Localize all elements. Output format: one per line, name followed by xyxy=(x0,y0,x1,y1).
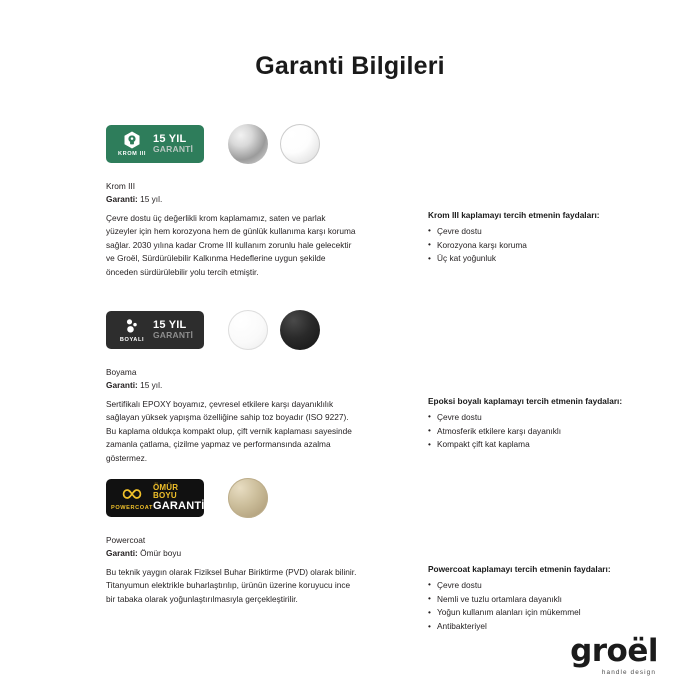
warranty-badge-powercoat xyxy=(106,479,204,517)
badge-icon-label: KROM III xyxy=(117,151,147,158)
warranty-badge-boyama xyxy=(106,311,204,349)
warranty-badge-krom xyxy=(106,125,204,163)
swatch-paint-white xyxy=(228,310,268,350)
list-item: • Antibakteriyel xyxy=(428,620,660,634)
benefits-krom xyxy=(428,209,660,266)
label-block-boyama xyxy=(106,366,162,392)
badge-warranty-word: GARANTİ xyxy=(153,144,194,155)
list-item: • Nemli ve tuzlu ortamlara dayanıklı xyxy=(428,593,660,607)
benefits-title: Krom III kaplamayı tercih etmenin faydaları: xyxy=(428,210,600,220)
warranty-prefix: Garanti: xyxy=(106,380,138,391)
badge-icon-label: BOYALI xyxy=(119,337,145,344)
list-item: • Kompakt çift kat kaplama xyxy=(428,438,660,452)
swatch-group-boyama xyxy=(228,310,320,350)
warranty-line xyxy=(106,547,181,559)
badge-warranty-word: GARANTİ xyxy=(153,330,194,341)
swatch-group-krom xyxy=(228,124,320,164)
hexagon-shield-icon xyxy=(122,130,142,150)
warranty-prefix: Garanti: xyxy=(106,194,138,205)
list-item: • Atmosferik etkilere karşı dayanıklı xyxy=(428,425,660,439)
warranty-line xyxy=(106,379,162,391)
coating-name: Krom III xyxy=(106,181,136,191)
swatch-powercoat-gold xyxy=(228,478,268,518)
badge-icon-group xyxy=(113,316,151,344)
brand-logo xyxy=(570,633,658,676)
coating-name: Powercoat xyxy=(106,535,146,545)
swatch-chrome-satin xyxy=(228,124,268,164)
badge-icon-group xyxy=(113,130,151,158)
benefits-boyama xyxy=(428,395,660,452)
benefits-list xyxy=(428,411,660,452)
paragraph-powercoat: Bu teknik yaygın olarak Fiziksel Buhar Biriktirme (PVD) olarak bilinir. Titanyumun elektrikle buharlaştırılıp, ürünün üzerine koruyucu ince bir tabaka olarak yoğunlaştırılmasıyla gerçekleştirilir. xyxy=(106,567,357,604)
paragraph-krom: Çevre dostu üç değerlikli krom kaplamamız, saten ve parlak yüzeyler için hem korozyona hem de günlük kullanıma karşı koruma sağlar. 2030 yılına kadar Crome III kullanım zorunlu hale gelecektir ve Groël, Sürdürülebilir Kalkınma Hedeflerine uygun şekilde önceden sürdürülebilir yolu tercih etmiştir. xyxy=(106,213,356,277)
warranty-value: 15 yıl. xyxy=(140,194,163,205)
badge-text-group xyxy=(153,320,193,340)
badge-row-krom xyxy=(106,124,320,164)
benefits-title: Powercoat kaplamayı tercih etmenin faydaları: xyxy=(428,564,611,574)
badge-text-group xyxy=(153,484,205,512)
benefits-list xyxy=(428,579,660,634)
swatch-paint-black xyxy=(280,310,320,350)
list-item: • Çevre dostu xyxy=(428,579,660,593)
badge-icon-label: POWERCOAT xyxy=(111,505,153,512)
page-title: Garanti Bilgileri xyxy=(255,52,445,80)
swatch-chrome-polished xyxy=(280,124,320,164)
list-item: • Yoğun kullanım alanları için mükemmel xyxy=(428,606,660,620)
benefits-title: Epoksi boyalı kaplamayı tercih etmenin faydaları: xyxy=(428,396,623,406)
badge-row-boyama xyxy=(106,310,320,350)
logo-wordmark: groël xyxy=(570,633,658,669)
label-block-powercoat xyxy=(106,534,181,560)
warranty-prefix: Garanti: xyxy=(106,548,138,559)
list-item: • Korozyona karşı koruma xyxy=(428,239,660,253)
warranty-line xyxy=(106,193,162,205)
infinity-icon xyxy=(122,484,142,504)
warranty-value: Ömür boyu xyxy=(140,548,182,559)
logo-tagline: handle design xyxy=(601,669,656,676)
paragraph-boyama: Sertifikalı EPOXY boyamız, çevresel etkilere karşı dayanıklılık sağlayan yüksek yapışma özelliğine sahip toz boyadır (ISO 9227). Bu kaplama oldukça kompakt olup, çift vernik kaplaması sayesinde zamanla çatlama, çizilme yapmaz ve performansında azalma göstermez. xyxy=(106,399,352,463)
paint-drops-icon xyxy=(122,316,142,336)
list-item: • Çevre dostu xyxy=(428,411,660,425)
badge-term: 15 YIL xyxy=(153,318,187,331)
badge-row-powercoat xyxy=(106,478,268,518)
label-block-krom xyxy=(106,180,162,206)
badge-warranty-word: GARANTİ xyxy=(153,499,205,512)
warranty-value: 15 yıl. xyxy=(140,380,163,391)
benefits-powercoat xyxy=(428,563,660,634)
list-item: • Üç kat yoğunluk xyxy=(428,252,660,266)
badge-term: 15 YIL xyxy=(153,132,187,145)
swatch-group-powercoat xyxy=(228,478,268,518)
list-item: • Çevre dostu xyxy=(428,225,660,239)
badge-icon-group xyxy=(113,484,151,512)
badge-term: ÖMÜR BOYU xyxy=(153,482,179,501)
benefits-list xyxy=(428,225,660,266)
badge-text-group xyxy=(153,134,193,154)
coating-name: Boyama xyxy=(106,367,137,377)
